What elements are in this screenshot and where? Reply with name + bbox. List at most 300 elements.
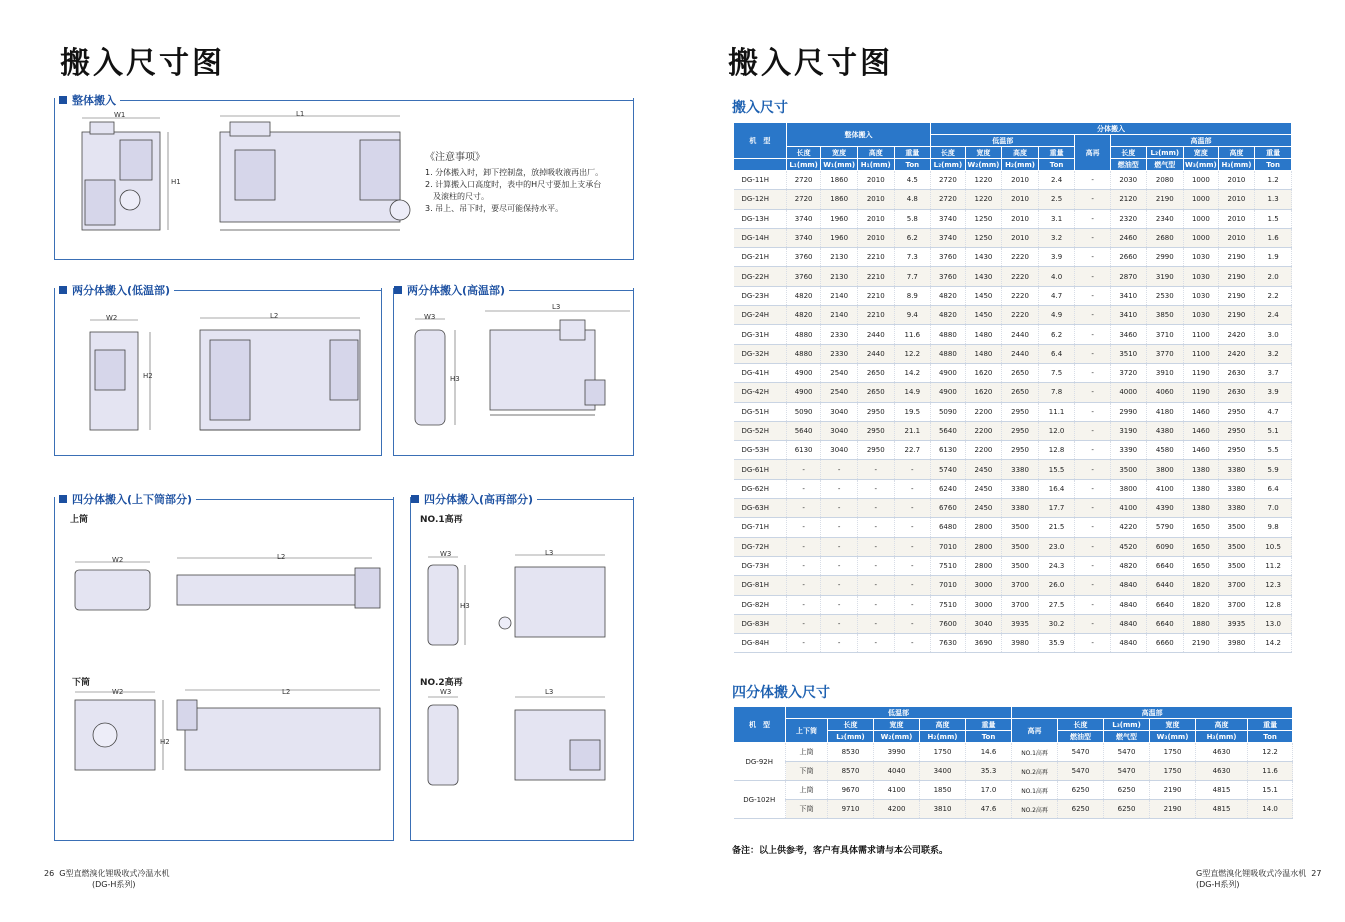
table-cell: 4900 [931,363,966,382]
table-cell: 1190 [1184,383,1219,402]
th-weight: 重量 [1038,147,1075,159]
table-cell: - [1075,421,1111,440]
table-cell: 4880 [931,344,966,363]
table-cell: 1460 [1184,441,1219,460]
table-cell: 12.0 [1038,421,1075,440]
table-cell: 3700 [1002,595,1039,614]
table-cell: 4.5 [894,171,931,190]
model-cell: DG-51H [734,402,787,421]
table-cell: 1.5 [1255,209,1292,228]
table-cell: 8570 [828,762,874,781]
table-cell: 3500 [1002,556,1039,575]
table-cell: 4.7 [1255,402,1292,421]
table-cell: 2010 [1218,228,1255,247]
model-cell: DG-13H [734,209,787,228]
section-high-text: 两分体搬入(高温部) [407,284,506,297]
table-cell: 9.8 [1255,518,1292,537]
table-cell: 6130 [786,441,821,460]
th-high: 高温部 [1110,135,1291,147]
table-cell: 4900 [931,383,966,402]
table-cell: 6.2 [894,228,931,247]
table-row [734,363,1292,382]
model-cell: DG-61H [734,460,787,479]
table-cell: NO.1高再 [1012,743,1058,762]
table-cell: - [821,537,858,556]
section-low-label [59,282,170,298]
table-cell: - [1075,209,1111,228]
model-cell: DG-71H [734,518,787,537]
table-cell: 9710 [828,800,874,819]
dim-h3-high: H3 [450,375,460,383]
table-cell: 6240 [931,479,966,498]
table-cell: 3.9 [1038,248,1075,267]
table-cell: 2010 [1002,228,1039,247]
model-cell: DG-102H [734,781,786,819]
table-cell: 7630 [931,634,966,653]
table-cell: 4040 [874,762,920,781]
table-cell: 2.4 [1255,306,1292,325]
table-cell: 6.2 [1038,325,1075,344]
table-cell: 3380 [1002,460,1039,479]
table-cell: - [1075,306,1111,325]
table-cell: - [894,556,931,575]
th2-height: 高度 [920,719,966,731]
section-square-icon [411,495,419,503]
table-cell: 6480 [931,518,966,537]
table-cell: 3380 [1002,499,1039,518]
table-cell: 1030 [1184,286,1219,305]
section-whole-label [59,92,116,108]
table-cell: - [1075,190,1111,209]
table-cell: 1250 [965,228,1002,247]
table-cell: - [894,537,931,556]
th2-unit: W₃(mm) [1150,731,1196,743]
table-cell: 2190 [1218,306,1255,325]
table-cell: 4580 [1146,441,1184,460]
table-cell: 2630 [1218,383,1255,402]
table-cell: 5470 [1058,743,1104,762]
table-cell: - [786,595,821,614]
table-cell: - [894,634,931,653]
table-cell: 2190 [1150,800,1196,819]
transport-table-body [734,171,1292,653]
table-cell: 1620 [965,363,1002,382]
table-cell: 4.9 [1038,306,1075,325]
th2-unit: Ton [1248,731,1293,743]
table-row [734,383,1292,402]
table-cell: 3.2 [1038,228,1075,247]
table-cell: - [857,460,894,479]
table-cell: 5470 [1058,762,1104,781]
model-cell: DG-53H [734,441,787,460]
th-length: 长度 [786,147,821,159]
table-cell: - [1075,479,1111,498]
right-footer [1196,868,1321,890]
table-cell: 23.0 [1038,537,1075,556]
table-cell: - [786,634,821,653]
table-cell: 7.8 [1038,383,1075,402]
table-row [734,800,1293,819]
table-cell: 3935 [1002,614,1039,633]
section-high-label [394,282,505,298]
table-cell: 1750 [1150,762,1196,781]
table-cell: 2330 [821,325,858,344]
table-cell: - [1075,595,1111,614]
th-unit: H₁(mm) [857,159,894,171]
table-cell: - [1075,344,1111,363]
table-cell: 17.0 [966,781,1012,800]
table-row [734,421,1292,440]
drawing-four-a [65,550,390,790]
table-cell: 2990 [1146,248,1184,267]
table-cell: 4.0 [1038,267,1075,286]
table-cell: 47.6 [966,800,1012,819]
table-cell: 3.2 [1255,344,1292,363]
dim-w2-low: W2 [106,314,118,322]
table-row [734,441,1292,460]
table-cell: 1960 [821,228,858,247]
table-cell: 14.2 [894,363,931,382]
table-row [734,460,1292,479]
table-cell: NO.2高再 [1012,762,1058,781]
table-cell: 12.2 [1248,743,1293,762]
th-width: 宽度 [1184,147,1219,159]
model-cell: DG-23H [734,286,787,305]
table-cell: 1000 [1184,228,1219,247]
dim-l2-lower: L2 [282,688,291,696]
table-cell: 6440 [1146,576,1184,595]
model-cell: DG-41H [734,363,787,382]
table-cell: 2870 [1110,267,1146,286]
table-row [734,267,1292,286]
table-cell: 2210 [857,306,894,325]
table-cell: 下筒 [786,762,828,781]
table-cell: 4000 [1110,383,1146,402]
table-row [734,614,1292,633]
dim-w2-lower: W2 [112,688,124,696]
table-cell: 2010 [1002,209,1039,228]
table-row [734,556,1292,575]
table-cell: 1820 [1184,595,1219,614]
table-cell: 2950 [1002,421,1039,440]
model-cell: DG-12H [734,190,787,209]
table-cell: 14.9 [894,383,931,402]
table-cell: 4815 [1196,781,1248,800]
th2-gaozai: 高再 [1012,719,1058,743]
table-cell: 2010 [857,190,894,209]
table-row [734,762,1293,781]
table-cell: 2630 [1218,363,1255,382]
table-cell: - [821,595,858,614]
table-row [734,576,1292,595]
table-cell: 2080 [1146,171,1184,190]
table-cell: 2200 [965,421,1002,440]
th-unit: H₃(mm) [1218,159,1255,171]
table-cell: 3510 [1110,344,1146,363]
table-cell: 1250 [965,209,1002,228]
table-cell: - [1075,363,1111,382]
th2-width: 宽度 [1150,719,1196,731]
table-cell: 3000 [965,576,1002,595]
table-cell: 2420 [1218,344,1255,363]
table-cell: 2800 [965,518,1002,537]
table-cell: 1860 [821,190,858,209]
table-cell: 2190 [1218,248,1255,267]
table-cell: - [857,576,894,595]
table-row [734,479,1292,498]
table-cell: 1960 [821,209,858,228]
th2-high: 高温部 [1012,707,1293,719]
table-row [734,781,1293,800]
table-cell: 2950 [1218,402,1255,421]
notes-block [425,152,603,215]
table-cell: 1.3 [1255,190,1292,209]
model-cell: DG-84H [734,634,787,653]
table-cell: 3040 [965,614,1002,633]
four-split-table [733,706,1293,819]
table-cell: - [786,614,821,633]
notes-line-3: 及滚柱的尺寸。 [433,192,489,201]
section-four-b-label [411,491,533,507]
table-cell: 1000 [1184,171,1219,190]
table-cell: 1220 [965,171,1002,190]
table-cell: 2320 [1110,209,1146,228]
table-cell: 2220 [1002,286,1039,305]
table-cell: 4100 [1110,499,1146,518]
table-cell: 2720 [786,190,821,209]
model-cell: DG-73H [734,556,787,575]
table-cell: 2720 [786,171,821,190]
table-cell: 3.9 [1255,383,1292,402]
table-cell: 2010 [1218,190,1255,209]
table-cell: 2800 [965,556,1002,575]
table-cell: 5.1 [1255,421,1292,440]
table-cell: 3.7 [1255,363,1292,382]
table-cell: - [857,556,894,575]
table-cell: 1.9 [1255,248,1292,267]
drawing-high [405,305,630,445]
table-cell: 27.5 [1038,595,1075,614]
table-cell: 3690 [965,634,1002,653]
dim-l2-low: L2 [270,312,279,320]
table-cell: 12.8 [1038,441,1075,460]
table-cell: 9.4 [894,306,931,325]
table-cell: 1880 [1184,614,1219,633]
table-cell: 5.9 [1255,460,1292,479]
table-cell: 6640 [1146,595,1184,614]
table-cell: 2010 [857,171,894,190]
section-square-icon [59,286,67,294]
table-cell: 2140 [821,306,858,325]
table-cell: 3500 [1002,518,1039,537]
table-cell: 4820 [786,286,821,305]
th-unit: L₁(mm) [786,159,821,171]
model-cell: DG-42H [734,383,787,402]
table-cell: 3.1 [1038,209,1075,228]
th2-weight: 重量 [966,719,1012,731]
model-cell: DG-11H [734,171,787,190]
table-cell: 2130 [821,248,858,267]
dim-w1: W1 [114,111,126,119]
table-cell: 3500 [1110,460,1146,479]
th2-unit: Ton [966,731,1012,743]
table-cell: 4840 [1110,576,1146,595]
table-cell: 3700 [1218,595,1255,614]
table-cell: 2950 [1218,421,1255,440]
table-row [734,595,1292,614]
notes-line-2: 2. 计算搬入口高度时，表中的H尺寸要加上支承台 [425,180,602,189]
table-cell: 2530 [1146,286,1184,305]
table-cell: 7010 [931,537,966,556]
model-cell: DG-22H [734,267,787,286]
table-cell: 2460 [1110,228,1146,247]
table-cell: 3190 [1110,421,1146,440]
table-cell: 6130 [931,441,966,460]
table-cell: 3770 [1146,344,1184,363]
th-weight: 重量 [1255,147,1292,159]
th2-model: 机 型 [734,707,786,743]
table-cell: 1030 [1184,267,1219,286]
table-cell: 2.5 [1038,190,1075,209]
table-cell: 2190 [1150,781,1196,800]
table-cell: 3380 [1002,479,1039,498]
table-cell: 3500 [1218,537,1255,556]
table-cell: 4.8 [894,190,931,209]
table-cell: 6250 [1104,800,1150,819]
table-cell: 14.6 [966,743,1012,762]
th-height: 高度 [857,147,894,159]
table-cell: 6660 [1146,634,1184,653]
table-row [734,171,1292,190]
table-cell: 上筒 [786,781,828,800]
th-width: 宽度 [821,147,858,159]
table-cell: 2210 [857,286,894,305]
table-cell: - [1075,460,1111,479]
th2-unit: 燃油型 [1058,731,1104,743]
table-cell: 3850 [1146,306,1184,325]
table-cell: 3380 [1218,499,1255,518]
table-cell: 1030 [1184,306,1219,325]
right-page-title: 搬入尺寸图 [728,46,893,81]
th-unit: Ton [1038,159,1075,171]
table-cell: 2650 [857,383,894,402]
table-cell: 4380 [1146,421,1184,440]
table-cell: 3990 [874,743,920,762]
table-cell: 2200 [965,441,1002,460]
table-cell: 2.4 [1038,171,1075,190]
table-cell: - [821,634,858,653]
table-cell: 4820 [786,306,821,325]
table-cell: 1100 [1184,325,1219,344]
table-cell: 4100 [1146,479,1184,498]
four-split-table-body [734,743,1293,819]
table-cell: - [1075,556,1111,575]
table-cell: - [821,479,858,498]
table-cell: 3380 [1218,460,1255,479]
th-weight: 重量 [894,147,931,159]
table-cell: 2950 [857,441,894,460]
table-cell: 2450 [965,479,1002,498]
table-cell: 4880 [931,325,966,344]
table-cell: 2950 [857,421,894,440]
notes-title: 《注意事项》 [425,152,485,163]
section-square-icon [394,286,402,294]
table-cell: 2950 [1002,402,1039,421]
table-cell: 7510 [931,595,966,614]
table-cell: 1620 [965,383,1002,402]
table-cell: 2720 [931,171,966,190]
table-cell: 4630 [1196,743,1248,762]
th-unit: 燃油型 [1110,159,1146,171]
table-cell: 4840 [1110,614,1146,633]
table-cell: 2200 [965,402,1002,421]
table-cell: 2190 [1184,634,1219,653]
table-cell: 8.9 [894,286,931,305]
table-cell: - [894,460,931,479]
notes-line-4: 3. 吊上、吊下时，要尽可能保持水平。 [425,204,564,213]
model-cell: DG-32H [734,344,787,363]
dim-w3-high: W3 [424,313,436,321]
table-cell: 2.2 [1255,286,1292,305]
table-cell: - [857,634,894,653]
table-cell: - [894,518,931,537]
dim-h1: H1 [171,178,181,186]
table-cell: 1100 [1184,344,1219,363]
model-cell: DG-63H [734,499,787,518]
th-blank [734,159,787,171]
th-unit: W₂(mm) [965,159,1002,171]
table-cell: 2220 [1002,306,1039,325]
table-cell: 3980 [1002,634,1039,653]
table-cell: 4900 [786,363,821,382]
th-split: 分体搬入 [931,123,1292,135]
table-cell: 9670 [828,781,874,800]
table-cell: 2950 [1218,441,1255,460]
table-cell: 3720 [1110,363,1146,382]
table-cell: 7600 [931,614,966,633]
th-width: 宽度 [965,147,1002,159]
table-cell: 4220 [1110,518,1146,537]
table-cell: - [821,460,858,479]
table-cell: - [1075,267,1111,286]
table-cell: 2650 [1002,363,1039,382]
table-row [734,344,1292,363]
table-cell: 6250 [1058,781,1104,800]
model-cell: DG-14H [734,228,787,247]
table-cell: - [894,614,931,633]
table-cell: 1750 [920,743,966,762]
table-cell: 4180 [1146,402,1184,421]
dim-l1: L1 [296,110,305,118]
table-cell: 4820 [931,306,966,325]
table-cell: 22.7 [894,441,931,460]
table-cell: - [1075,228,1111,247]
table-cell: - [857,537,894,556]
table-cell: 4900 [786,383,821,402]
table-row [734,402,1292,421]
table-cell: 2420 [1218,325,1255,344]
table-cell: - [1075,576,1111,595]
table-cell: 7510 [931,556,966,575]
model-cell: DG-31H [734,325,787,344]
table-cell: 7010 [931,576,966,595]
table-row [734,518,1292,537]
model-cell: DG-62H [734,479,787,498]
th-unit: W₃(mm) [1184,160,1217,169]
table-cell: 7.7 [894,267,931,286]
dim-w3-no2: W3 [440,688,452,696]
table-cell: 1000 [1184,190,1219,209]
